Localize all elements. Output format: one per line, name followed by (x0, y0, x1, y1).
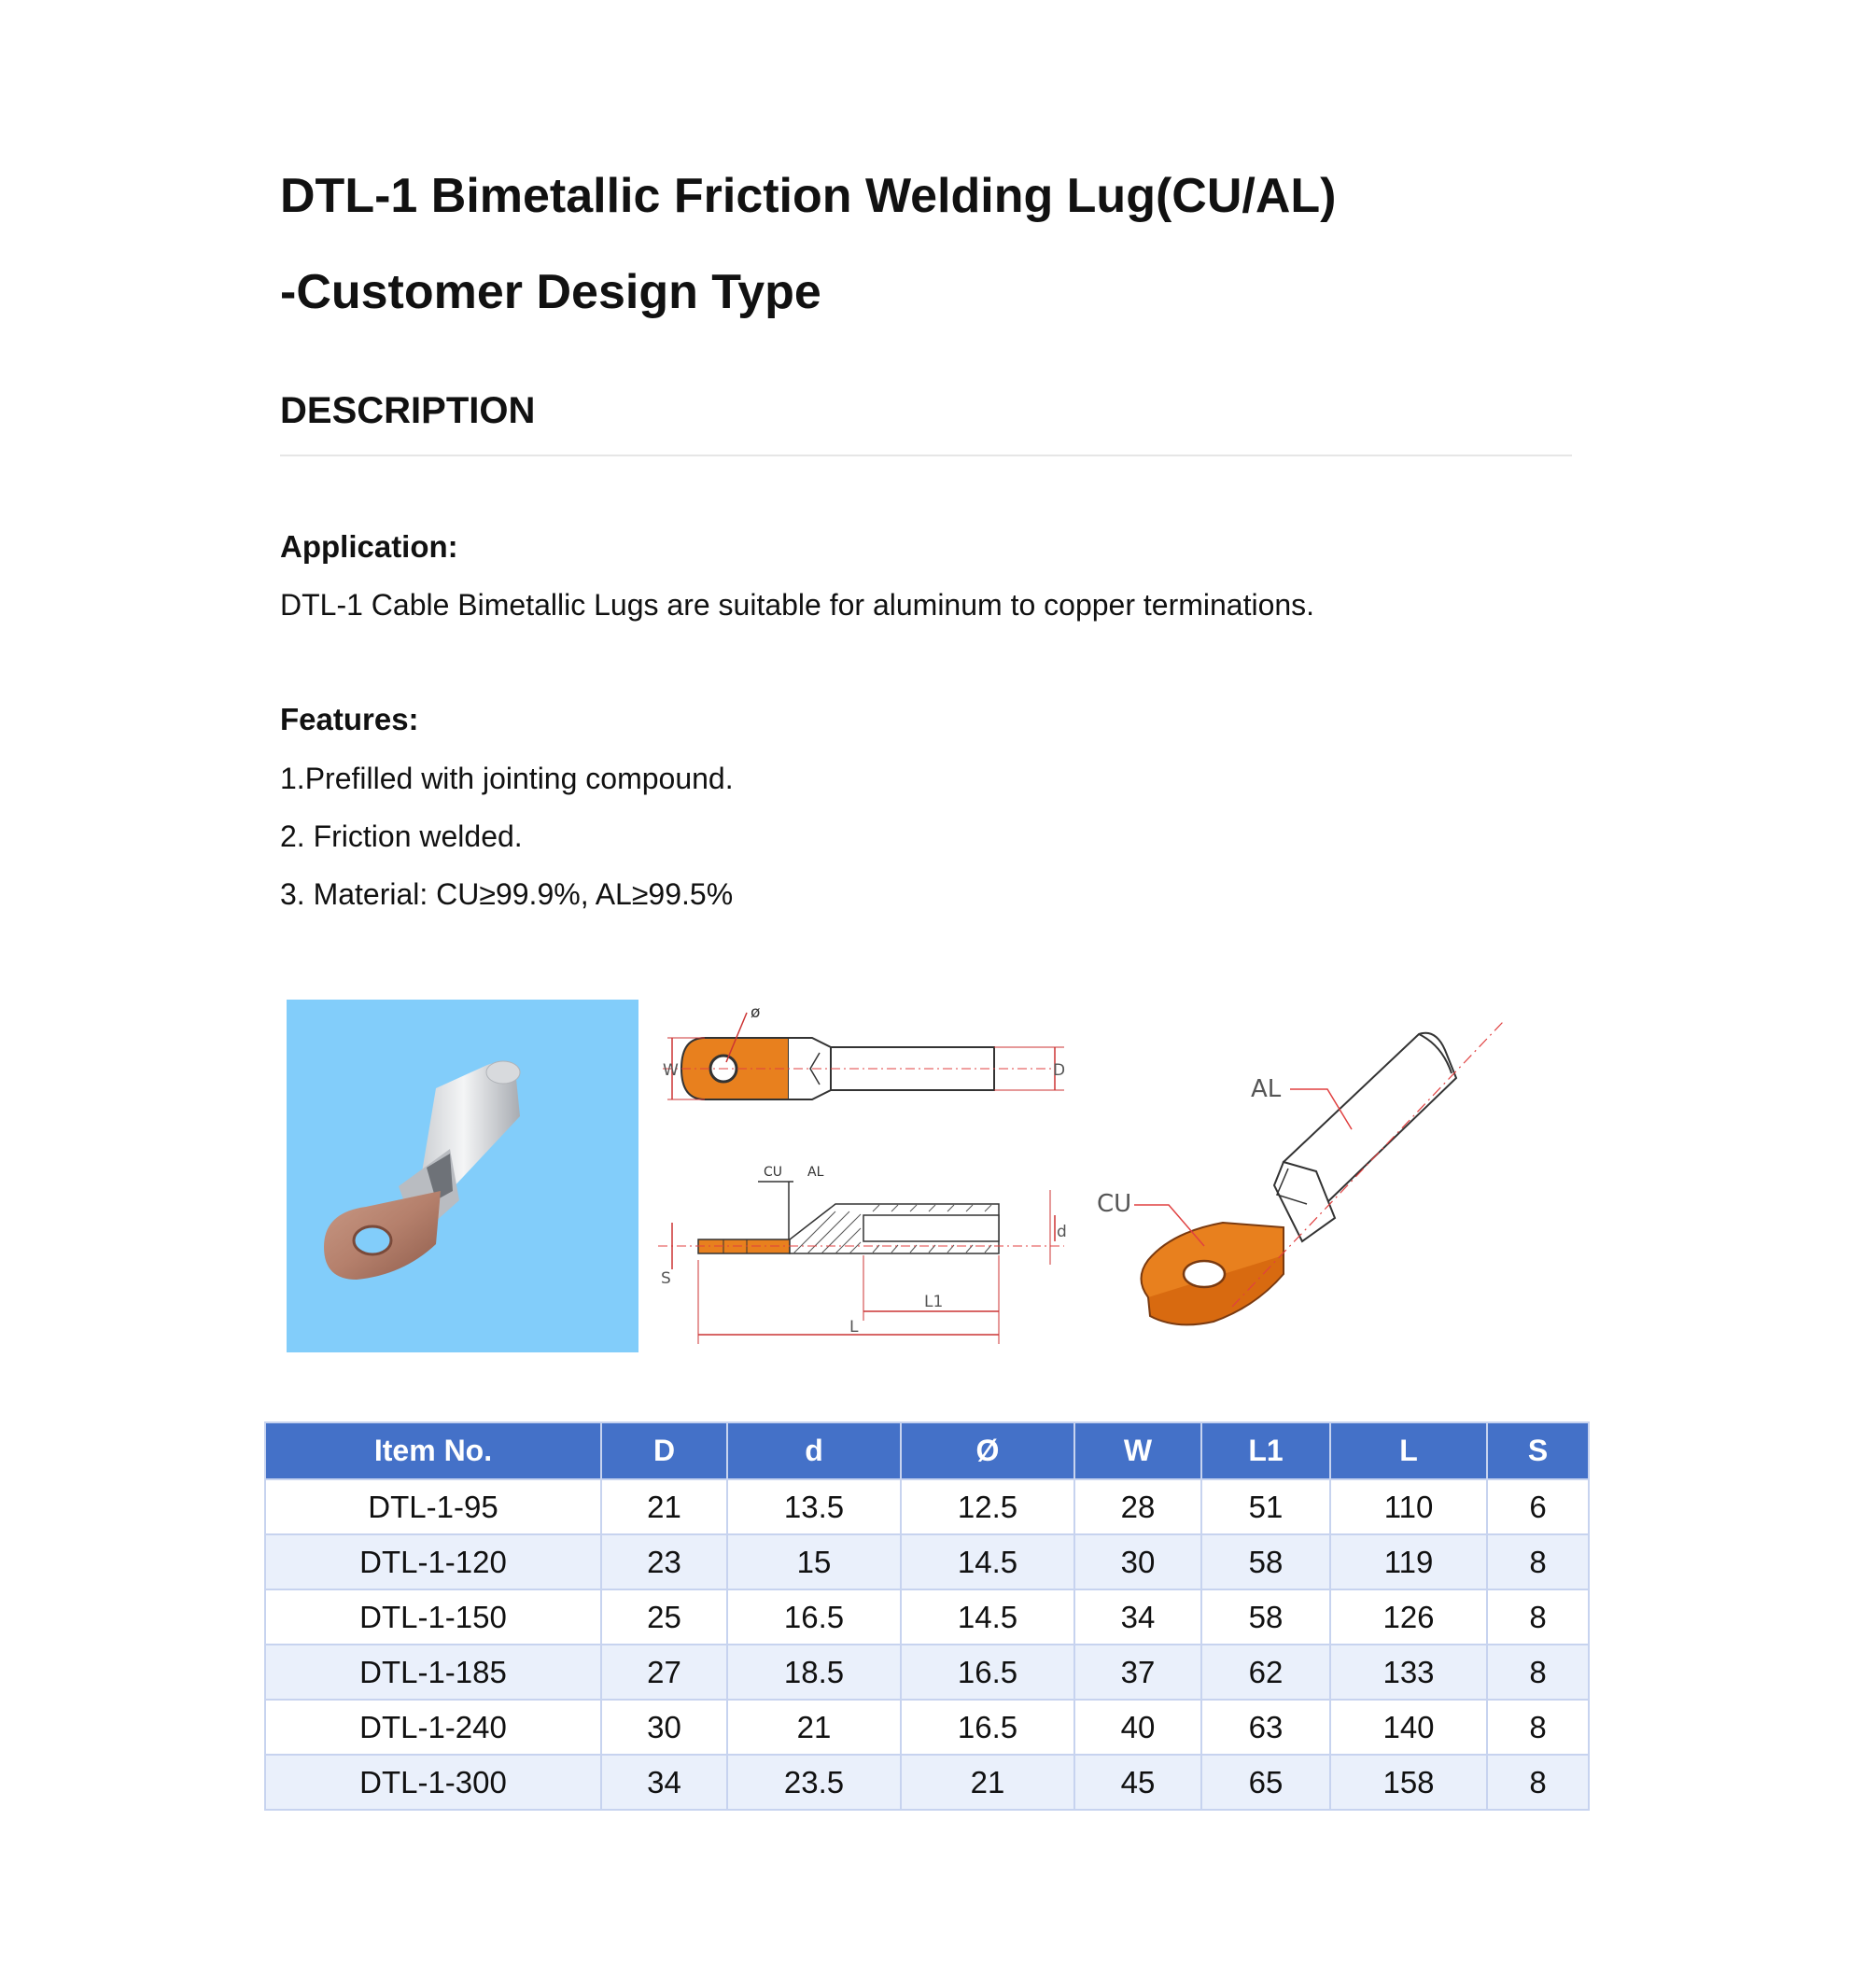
table-cell: 8 (1487, 1589, 1589, 1645)
table-cell: 8 (1487, 1534, 1589, 1589)
table-cell: 25 (601, 1589, 727, 1645)
technical-drawing (653, 999, 1073, 1353)
table-cell: 21 (901, 1755, 1074, 1810)
table-cell: 140 (1330, 1700, 1487, 1755)
table-cell: 30 (1074, 1534, 1201, 1589)
table-cell: 30 (601, 1700, 727, 1755)
iso-label-al: AL (1251, 1075, 1282, 1103)
table-cell: 133 (1330, 1645, 1487, 1700)
table-cell: 8 (1487, 1700, 1589, 1755)
table-cell: 27 (601, 1645, 727, 1700)
table-cell: 21 (727, 1700, 901, 1755)
drawing-label-D: D (1053, 1061, 1066, 1080)
top-view (663, 1003, 1065, 1099)
table-row (265, 1589, 1589, 1645)
table-row (265, 1479, 1589, 1534)
table-cell: 18.5 (727, 1645, 901, 1700)
table-cell: 16.5 (901, 1645, 1074, 1700)
section-divider (280, 455, 1572, 456)
lug-photo-illustration (287, 1000, 638, 1352)
table-cell: 14.5 (901, 1589, 1074, 1645)
table-cell: 37 (1074, 1645, 1201, 1700)
column-header: Ø (901, 1422, 1074, 1479)
column-header: S (1487, 1422, 1589, 1479)
table-cell: DTL-1-150 (265, 1589, 601, 1645)
table-cell: 51 (1201, 1479, 1330, 1534)
feature-item: 3. Material: CU≥99.9%, AL≥99.5% (280, 877, 734, 911)
table-cell: 14.5 (901, 1534, 1074, 1589)
drawing-label-al: AL (807, 1165, 824, 1180)
table-cell: 119 (1330, 1534, 1487, 1589)
table-cell: 16.5 (727, 1589, 901, 1645)
column-header: L1 (1201, 1422, 1330, 1479)
description-heading: DESCRIPTION (280, 390, 536, 431)
table-cell: DTL-1-185 (265, 1645, 601, 1700)
table-cell: 58 (1201, 1589, 1330, 1645)
table-cell: 8 (1487, 1755, 1589, 1810)
table-cell: 16.5 (901, 1700, 1074, 1755)
isometric-drawing (1083, 1008, 1522, 1353)
table-cell: 63 (1201, 1700, 1330, 1755)
drawing-label-d: d (1057, 1223, 1067, 1241)
application-text: DTL-1 Cable Bimetallic Lugs are suitable for aluminum to copper terminations. (280, 588, 1315, 622)
drawing-label-L: L (849, 1318, 859, 1337)
table-cell: 65 (1201, 1755, 1330, 1810)
table-cell: 158 (1330, 1755, 1487, 1810)
column-header: D (601, 1422, 727, 1479)
table-cell: 34 (1074, 1589, 1201, 1645)
drawing-label-L1: L1 (924, 1293, 944, 1311)
column-header: L (1330, 1422, 1487, 1479)
table-cell: 62 (1201, 1645, 1330, 1700)
table-cell: DTL-1-120 (265, 1534, 601, 1589)
table-cell: 110 (1330, 1479, 1487, 1534)
table-row (265, 1645, 1589, 1700)
product-photo (287, 1000, 638, 1352)
features-label: Features: (280, 702, 419, 736)
table-cell: 23 (601, 1534, 727, 1589)
table-cell: 12.5 (901, 1479, 1074, 1534)
drawing-label-cu: CU (764, 1165, 783, 1180)
table-cell: 58 (1201, 1534, 1330, 1589)
table-row (265, 1534, 1589, 1589)
table-cell: 28 (1074, 1479, 1201, 1534)
table-cell: 6 (1487, 1479, 1589, 1534)
column-header: Item No. (265, 1422, 601, 1479)
table-cell: DTL-1-300 (265, 1755, 601, 1810)
iso-label-cu: CU (1097, 1190, 1132, 1218)
table-cell: 13.5 (727, 1479, 901, 1534)
table-cell: DTL-1-240 (265, 1700, 601, 1755)
table-cell: DTL-1-95 (265, 1479, 601, 1534)
table-cell: 126 (1330, 1589, 1487, 1645)
column-header: d (727, 1422, 901, 1479)
drawing-label-S: S (661, 1269, 671, 1288)
table-row (265, 1700, 1589, 1755)
feature-item: 1.Prefilled with jointing compound. (280, 762, 734, 795)
column-header: W (1074, 1422, 1201, 1479)
application-label: Application: (280, 529, 458, 564)
drawing-label-phi: ø (751, 1003, 761, 1022)
page-title-line2: -Customer Design Type (280, 265, 821, 319)
page-title-line1: DTL-1 Bimetallic Friction Welding Lug(CU/AL) (280, 169, 1337, 223)
table-cell: 34 (601, 1755, 727, 1810)
table-cell: 23.5 (727, 1755, 901, 1810)
side-view (658, 1165, 1067, 1344)
table-cell: 21 (601, 1479, 727, 1534)
table-cell: 8 (1487, 1645, 1589, 1700)
table-cell: 45 (1074, 1755, 1201, 1810)
table-cell: 40 (1074, 1700, 1201, 1755)
specification-table (264, 1421, 1590, 1811)
feature-item: 2. Friction welded. (280, 819, 523, 853)
table-cell: 15 (727, 1534, 901, 1589)
table-header-row (265, 1422, 1589, 1479)
table-row (265, 1755, 1589, 1810)
drawing-label-W: W (663, 1061, 679, 1080)
